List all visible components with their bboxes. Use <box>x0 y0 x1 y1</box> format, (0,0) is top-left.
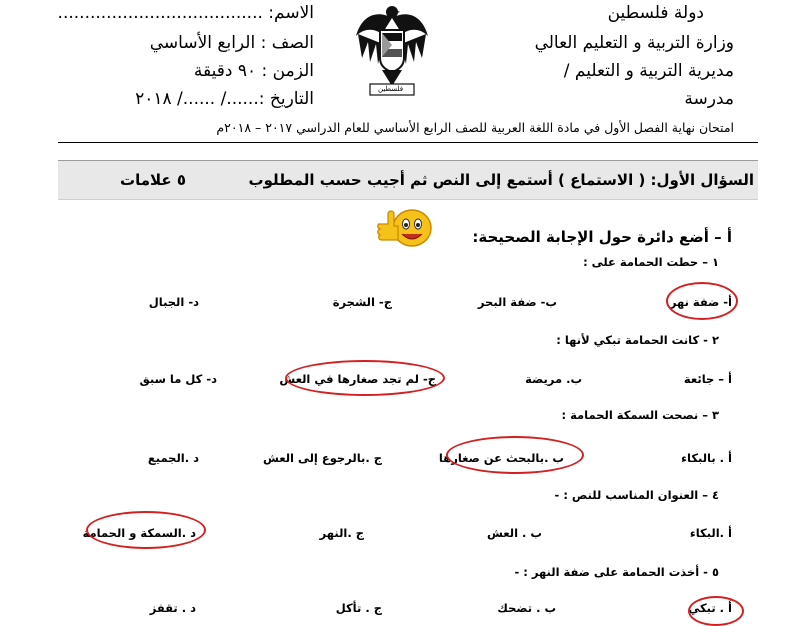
q1-option-b[interactable]: ب- ضفة البحر <box>477 295 557 309</box>
answer-circle-q5 <box>688 596 744 626</box>
q2-option-c[interactable]: ج- لم تجد صغارها في العش <box>279 372 436 386</box>
q4-option-d[interactable]: د .السمكة و الحمامة <box>82 526 196 540</box>
q5-option-d[interactable]: د . تقفز <box>149 601 196 615</box>
header-ministry: وزارة التربية و التعليم العالي <box>534 33 734 53</box>
q4-option-a[interactable]: أ .البكاء <box>689 526 732 540</box>
q1-option-c[interactable]: ج- الشجرة <box>332 295 392 309</box>
question-1: ١ – حطت الحمامة على : <box>583 255 719 269</box>
answer-circle-q4 <box>86 511 206 549</box>
q4-option-c[interactable]: ج .النهر <box>319 526 364 540</box>
answer-circle-q3 <box>446 436 584 474</box>
student-name-field[interactable]: الاسم: ...................................... <box>57 3 314 23</box>
q1-option-a[interactable]: أ- ضفة نهر <box>669 295 732 309</box>
palestine-emblem-icon <box>352 0 432 98</box>
q1-option-d[interactable]: د- الجبال <box>148 295 199 309</box>
q3-option-d[interactable]: د .الجميع <box>147 451 199 465</box>
answer-circle-q1 <box>666 282 738 320</box>
q3-option-a[interactable]: أ . بالبكاء <box>681 451 732 465</box>
q2-option-a[interactable]: أ – جائعة <box>683 372 732 386</box>
emblem-caption: فلسطين <box>378 85 404 93</box>
q5-option-c[interactable]: ج . تأكل <box>335 601 382 615</box>
thumbs-up-smiley-icon <box>372 204 436 250</box>
q2-option-b[interactable]: ب. مريضة <box>525 372 582 386</box>
section-title: السؤال الأول: ( الاستماع ) أستمع إلى النص ثم أجيب حسب المطلوب <box>248 171 754 189</box>
answer-circle-q2 <box>285 360 445 396</box>
exam-title: امتحان نهاية الفصل الأول في مادة اللغة العربية للصف الرابع الأساسي للعام الدراسي ٢٠١٧ – ٢٠١٨م <box>216 120 734 135</box>
q5-option-b[interactable]: ب . تضحك <box>497 601 556 615</box>
header-school: مدرسة <box>684 89 734 109</box>
header-directorate: مديرية التربية و التعليم / <box>563 61 734 81</box>
part-a-title: أ – أضع دائرة حول الإجابة الصحيحة: <box>472 228 732 246</box>
question-3: ٣ – نصحت السمكة الحمامة : <box>561 408 719 422</box>
header-country: دولة فلسطين <box>607 3 704 23</box>
section-marks: ٥ علامات <box>120 171 187 189</box>
question-4: ٤ – العنوان المناسب للنص : - <box>554 488 719 502</box>
q3-option-c[interactable]: ج .بالرجوع إلى العش <box>262 451 382 465</box>
q5-option-a[interactable]: أ . تبكي <box>688 601 732 615</box>
q2-option-d[interactable]: د- كل ما سبق <box>139 372 217 386</box>
q3-option-b[interactable]: ب .بالبحث عن صغارها <box>438 451 564 465</box>
exam-date-field[interactable]: التاريخ :....../ ....../ ٢٠١٨ <box>135 89 314 109</box>
question-5: ٥ - أخذت الحمامة على ضفة النهر : - <box>514 565 719 579</box>
exam-duration: الزمن : ٩٠ دقيقة <box>193 61 314 81</box>
question-2: ٢ - كانت الحمامة تبكي لأنها : <box>556 333 719 347</box>
student-grade: الصف : الرابع الأساسي <box>149 33 314 53</box>
header-divider <box>58 142 758 143</box>
q4-option-b[interactable]: ب . العش <box>487 526 542 540</box>
